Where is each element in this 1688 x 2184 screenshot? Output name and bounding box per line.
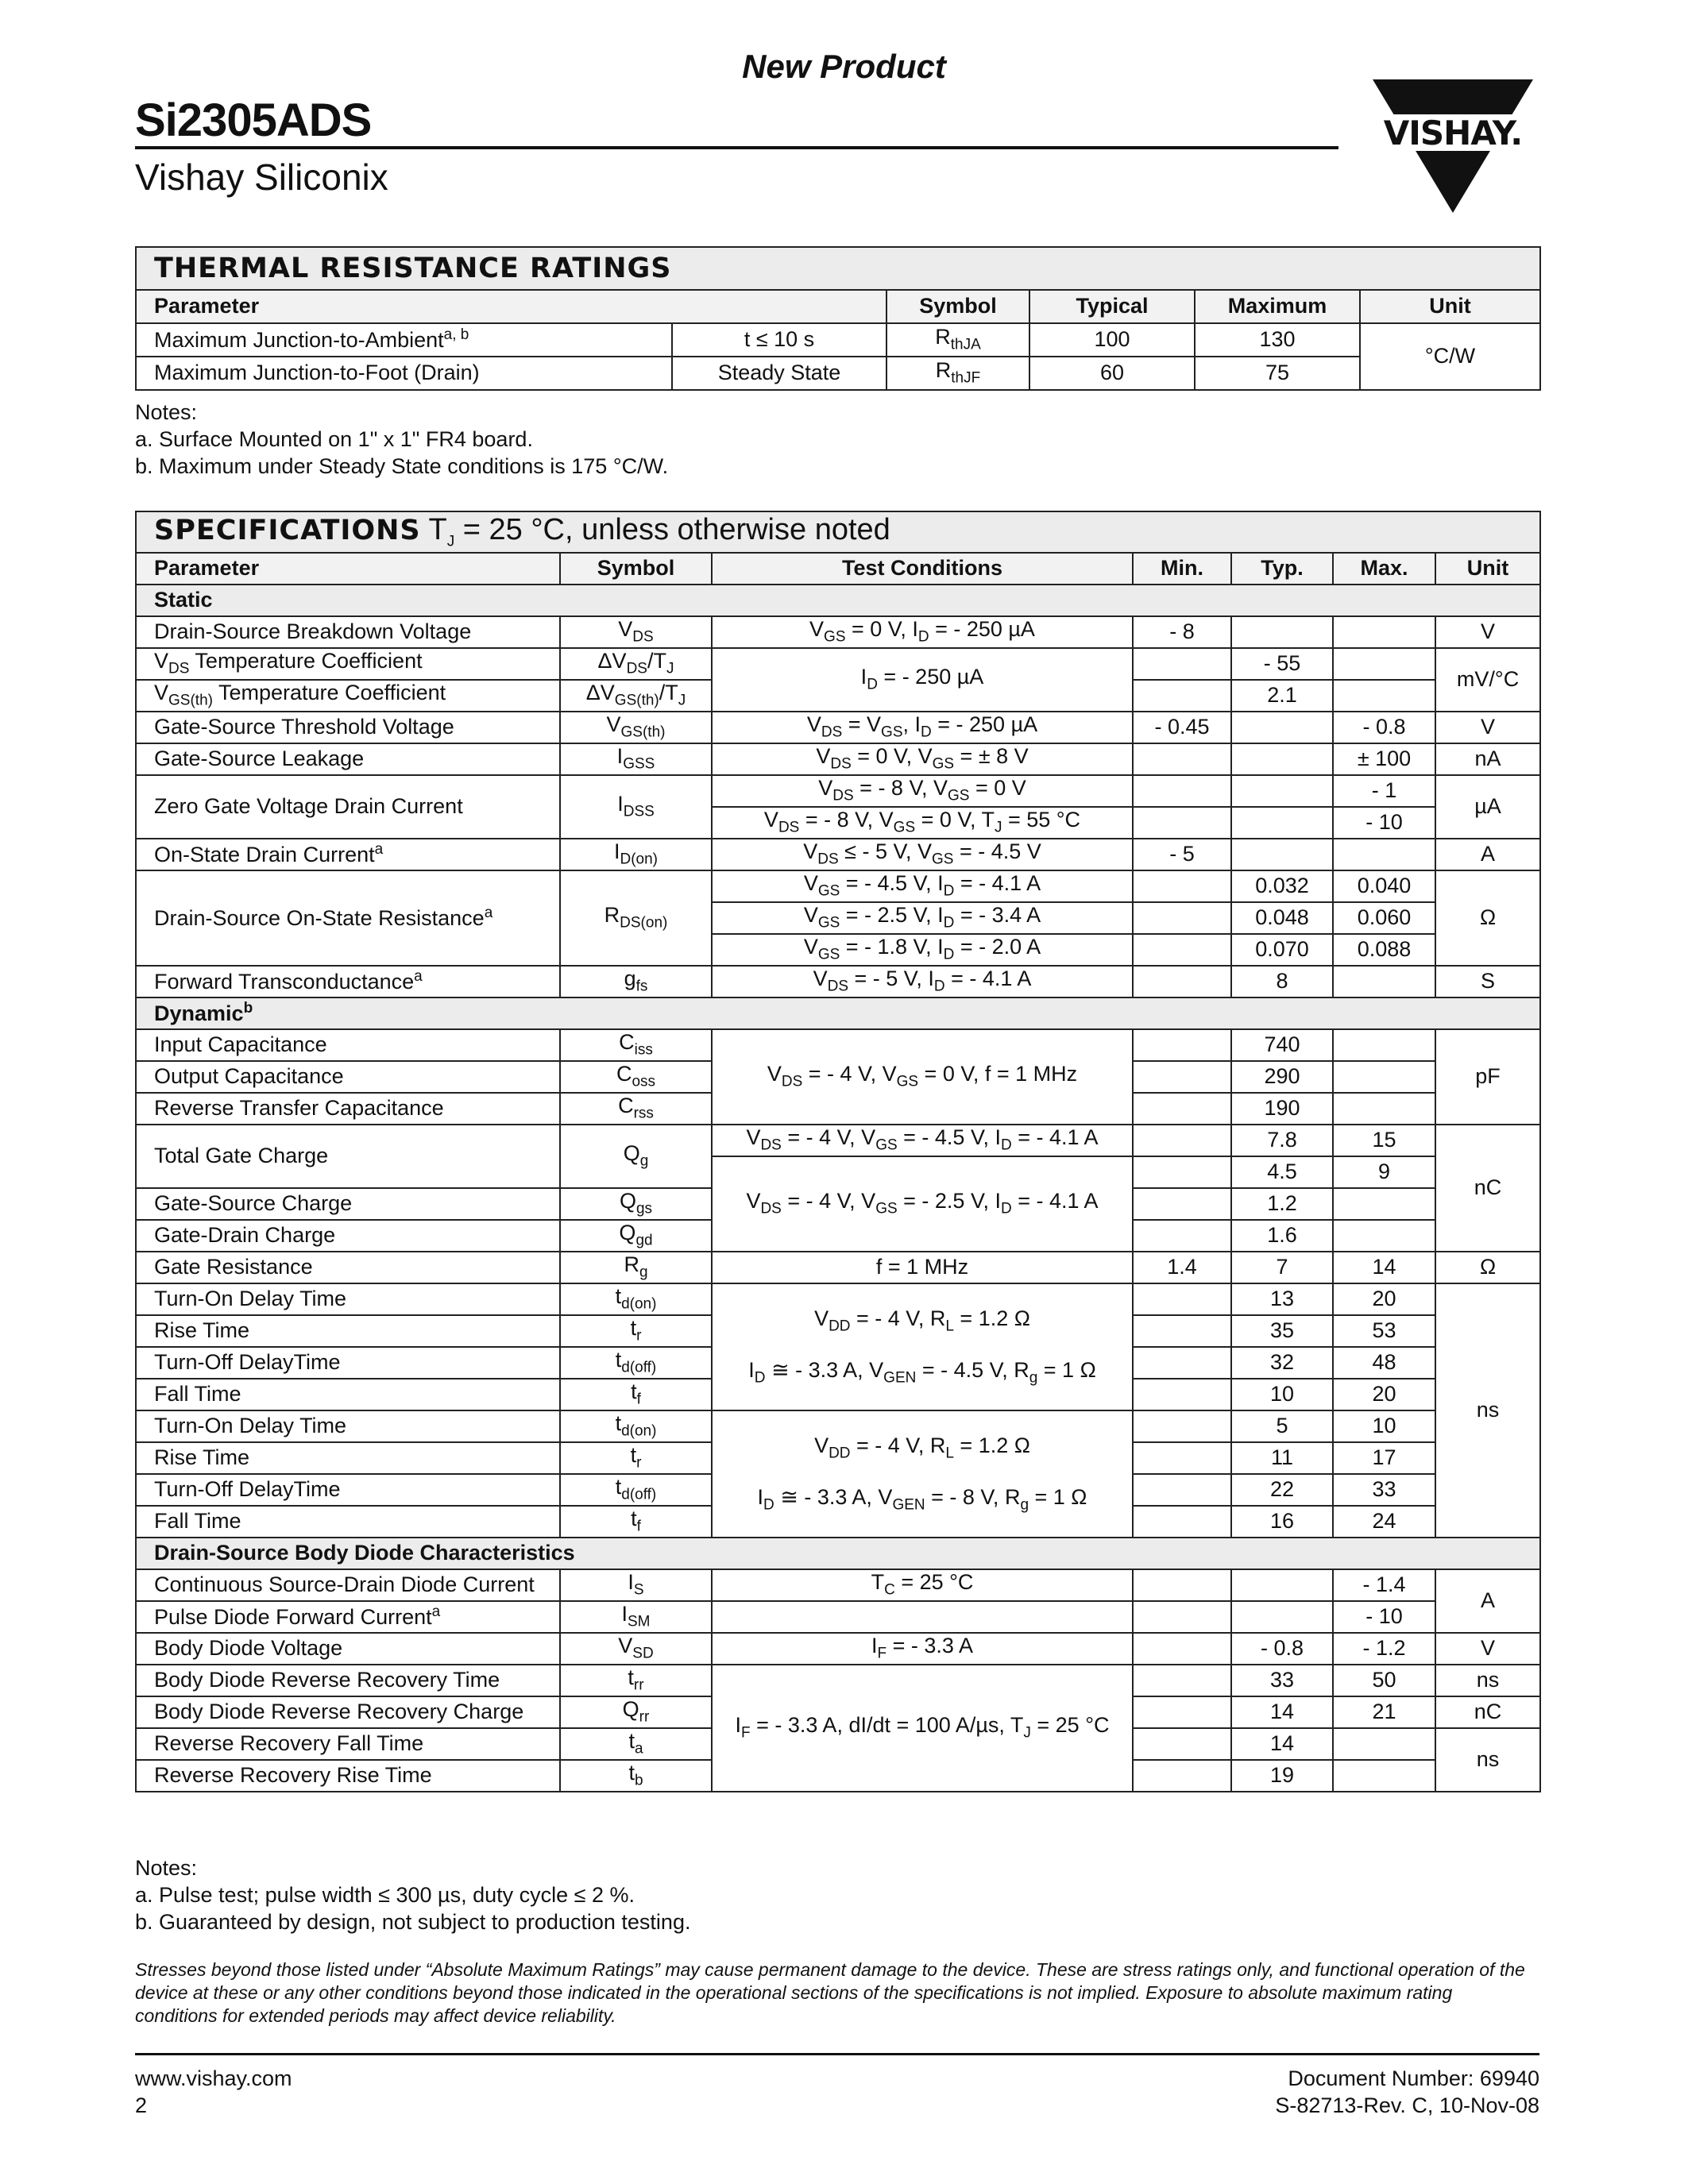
table-row: Rise Time $t_r$ 11 17	[136, 1442, 1540, 1474]
th-maximum: Maximum	[1195, 290, 1360, 323]
spec-notes	[135, 1854, 690, 1935]
table-row: Body Diode Voltage $V_{SD}$ $I_F$ = - 3.3 A - 0.8 - 1.2 V	[136, 1633, 1540, 1665]
note-line: Notes:	[135, 1856, 198, 1880]
thermal-title: THERMAL RESISTANCE RATINGS	[136, 247, 1540, 290]
table-row: Turn-On Delay Time $t_{d(on)}$ $V_{DD}$ = - 4 V, $R_L = 1.2$ Ω $I_D$ ≅ - 3.3 A, $V_{GEN}$ = - 4.5 V, $R_g = 1$ Ω 13 20 ns	[136, 1283, 1540, 1315]
company-name: Vishay Siliconix	[135, 156, 388, 198]
table-row: Fall Time $t_f$ 10 20	[136, 1379, 1540, 1410]
table-row: Fall Time $t_f$ 16 24	[136, 1506, 1540, 1538]
th-typical: Typical	[1029, 290, 1195, 323]
unit-cell: °C/W	[1360, 323, 1540, 390]
table-row: On-State Drain Current$^a$ $I_{D(on)}$ $V_{DS}$ ≤ - 5 V, $V_{GS}$ = - 4.5 V - 5 A	[136, 839, 1540, 870]
section-diode: Drain-Source Body Diode Characteristics	[136, 1538, 1540, 1569]
thermal-header-row	[136, 290, 1540, 323]
table-row: Pulse Diode Forward Current$^a$ $I_{SM}$ - 10	[136, 1601, 1540, 1633]
th-unit: Unit	[1360, 290, 1540, 323]
condition-cell: Steady State	[672, 357, 886, 390]
table-row: Continuous Source-Drain Diode Current $I_S$ $T_C = 25$ °C - 1.4 A	[136, 1569, 1540, 1601]
table-row	[136, 357, 1540, 390]
table-row: Forward Transconductance$^a$ $g_{fs}$ $V_{DS}$ = - 5 V, $I_D$ = - 4.1 A 8 S	[136, 966, 1540, 997]
table-row: Gate-Source Charge $Q_{gs}$ 1.2	[136, 1188, 1540, 1220]
table-row: $V_{GS}$ = - 1.8 V, $I_D$ = - 2.0 A 0.070 0.088	[136, 934, 1540, 966]
maximum-cell: 75	[1195, 357, 1360, 390]
footer-right	[1275, 2065, 1539, 2119]
condition-cell: t ≤ 10 s	[672, 323, 886, 357]
logo-text: VISHAY.	[1383, 114, 1523, 152]
table-row: Turn-Off DelayTime $t_{d(off)}$ 32 48	[136, 1347, 1540, 1379]
table-row: Zero Gate Voltage Drain Current $I_{DSS}$ $V_{DS}$ = - 8 V, $V_{GS} = 0$ V - 1 µA	[136, 775, 1540, 807]
typical-cell: 100	[1029, 323, 1195, 357]
footer-divider	[135, 2053, 1539, 2055]
specifications-table	[135, 511, 1541, 1792]
th-max: Max.	[1333, 553, 1435, 585]
table-row: Gate-Drain Charge $Q_{gd}$ 1.6	[136, 1220, 1540, 1252]
param-cell: Maximum Junction-to-Ambient$^{a, b}$	[136, 323, 672, 357]
note-line: Notes:	[135, 400, 198, 424]
table-row: Turn-On Delay Time $t_{d(on)}$ $V_{DD}$ = - 4 V, $R_L = 1.2$ Ω $I_D$ ≅ - 3.3 A, $V_{GEN}$ = - 8 V, $R_g = 1$ Ω 5 10	[136, 1410, 1540, 1442]
page-number: 2	[135, 2093, 148, 2117]
th-symbol: Symbol	[560, 553, 712, 585]
header-divider	[135, 146, 1338, 149]
note-line: b. Maximum under Steady State conditions is 175 °C/W.	[135, 454, 669, 478]
section-dynamic: Dynamic$^b$	[136, 997, 1540, 1029]
spec-title-row	[136, 511, 1540, 553]
table-row: Drain-Source Breakdown Voltage $V_{DS}$ $V_{GS} = 0$ V, $I_D$ = - 250 µA - 8 V	[136, 616, 1540, 648]
table-row: Output Capacitance $C_{oss}$ 290	[136, 1061, 1540, 1093]
table-row: Rise Time $t_r$ 35 53	[136, 1315, 1540, 1347]
table-row	[136, 323, 1540, 357]
th-unit: Unit	[1435, 553, 1540, 585]
spec-header-row	[136, 553, 1540, 585]
th-parameter: Parameter	[136, 290, 886, 323]
note-line: a. Surface Mounted on 1" x 1" FR4 board.	[135, 427, 533, 451]
table-row: $V_{GS(th)}$ Temperature Coefficient $\Delta V_{GS(th)}/T_J$ 2.1	[136, 680, 1540, 712]
new-product-label: New Product	[742, 48, 946, 85]
th-typ: Typ.	[1231, 553, 1333, 585]
table-row: Turn-Off DelayTime $t_{d(off)}$ 22 33	[136, 1474, 1540, 1506]
disclaimer: Stresses beyond those listed under “Absolute Maximum Ratings” may cause permanent damage to the device. These are stress ratings only, and functional operation of the device at these or any other conditions beyond those indicated in the operational sections of the specifications is not implied. Exposure to absolute maximum rating conditions for extended periods may affect device reliability.	[135, 1959, 1525, 2026]
table-row: Gate Resistance $R_g$ f = 1 MHz 1.4 7 14 Ω	[136, 1252, 1540, 1283]
table-row: Body Diode Reverse Recovery Time $t_{rr}$ $I_F$ = - 3.3 A, dI/dt = 100 A/µs, $T_J = 25$ °C 33 50 ns	[136, 1665, 1540, 1696]
document-number: Document Number: 69940	[1288, 2066, 1539, 2090]
section-static: Static	[136, 585, 1540, 616]
revision: S-82713-Rev. C, 10-Nov-08	[1275, 2093, 1539, 2117]
th-min: Min.	[1133, 553, 1231, 585]
th-parameter: Parameter	[136, 553, 560, 585]
part-number-title: Si2305ADS	[135, 95, 372, 146]
table-row: Body Diode Reverse Recovery Charge $Q_{rr}$ 14 21 nC	[136, 1696, 1540, 1728]
vishay-logo	[1365, 79, 1541, 222]
thermal-resistance-table	[135, 246, 1541, 391]
thermal-title-row	[136, 247, 1540, 290]
typical-cell: 60	[1029, 357, 1195, 390]
footer-left	[135, 2065, 292, 2119]
param-cell: Maximum Junction-to-Foot (Drain)	[136, 357, 672, 390]
maximum-cell: 130	[1195, 323, 1360, 357]
table-row: Total Gate Charge $Q_g$ $V_{DS}$ = - 4 V, $V_{GS}$ = - 4.5 V, $I_D$ = - 4.1 A 7.8 15 nC	[136, 1125, 1540, 1156]
website-link[interactable]: www.vishay.com	[135, 2066, 292, 2090]
table-row: $V_{DS}$ = - 4 V, $V_{GS}$ = - 2.5 V, $I_D$ = - 4.1 A 4.5 9	[136, 1156, 1540, 1188]
table-row: Reverse Recovery Rise Time $t_b$ 19	[136, 1760, 1540, 1792]
table-row: Drain-Source On-State Resistance$^a$ $R_{DS(on)}$ $V_{GS}$ = - 4.5 V, $I_D$ = - 4.1 A 0.032 0.040 Ω	[136, 870, 1540, 902]
symbol-cell: $R_{thJA}$	[886, 323, 1029, 357]
table-row: Gate-Source Threshold Voltage $V_{GS(th)}$ $V_{DS} = V_{GS}$, $I_D$ = - 250 µA - 0.45 - 0.8 V	[136, 712, 1540, 743]
table-row: $V_{GS}$ = - 2.5 V, $I_D$ = - 3.4 A 0.048 0.060	[136, 902, 1540, 934]
th-test-conditions: Test Conditions	[712, 553, 1133, 585]
table-row: $V_{DS}$ Temperature Coefficient $\Delta V_{DS}/T_J$ $I_D$ = - 250 µA - 55 mV/°C	[136, 648, 1540, 680]
table-row: Reverse Transfer Capacitance $C_{rss}$ 190	[136, 1093, 1540, 1125]
table-row: Reverse Recovery Fall Time $t_a$ 14 ns	[136, 1728, 1540, 1760]
table-row: Input Capacitance $C_{iss}$ $V_{DS}$ = - 4 V, $V_{GS} = 0$ V, f = 1 MHz 740 pF	[136, 1029, 1540, 1061]
symbol-cell: $R_{thJF}$	[886, 357, 1029, 390]
note-line: b. Guaranteed by design, not subject to production testing.	[135, 1910, 691, 1934]
thermal-notes	[135, 399, 668, 480]
table-row: $V_{DS}$ = - 8 V, $V_{GS} = 0$ V, $T_J = 55$ °C - 10	[136, 807, 1540, 839]
table-row: Gate-Source Leakage $I_{GSS}$ $V_{DS} = 0$ V, $V_{GS}$ = ± 8 V ± 100 nA	[136, 743, 1540, 775]
spec-title: SPECIFICATIONS $T_J = 25$ °C, unless otherwise noted	[136, 511, 1540, 553]
note-line: a. Pulse test; pulse width ≤ 300 µs, duty cycle ≤ 2 %.	[135, 1883, 635, 1907]
th-symbol: Symbol	[886, 290, 1029, 323]
